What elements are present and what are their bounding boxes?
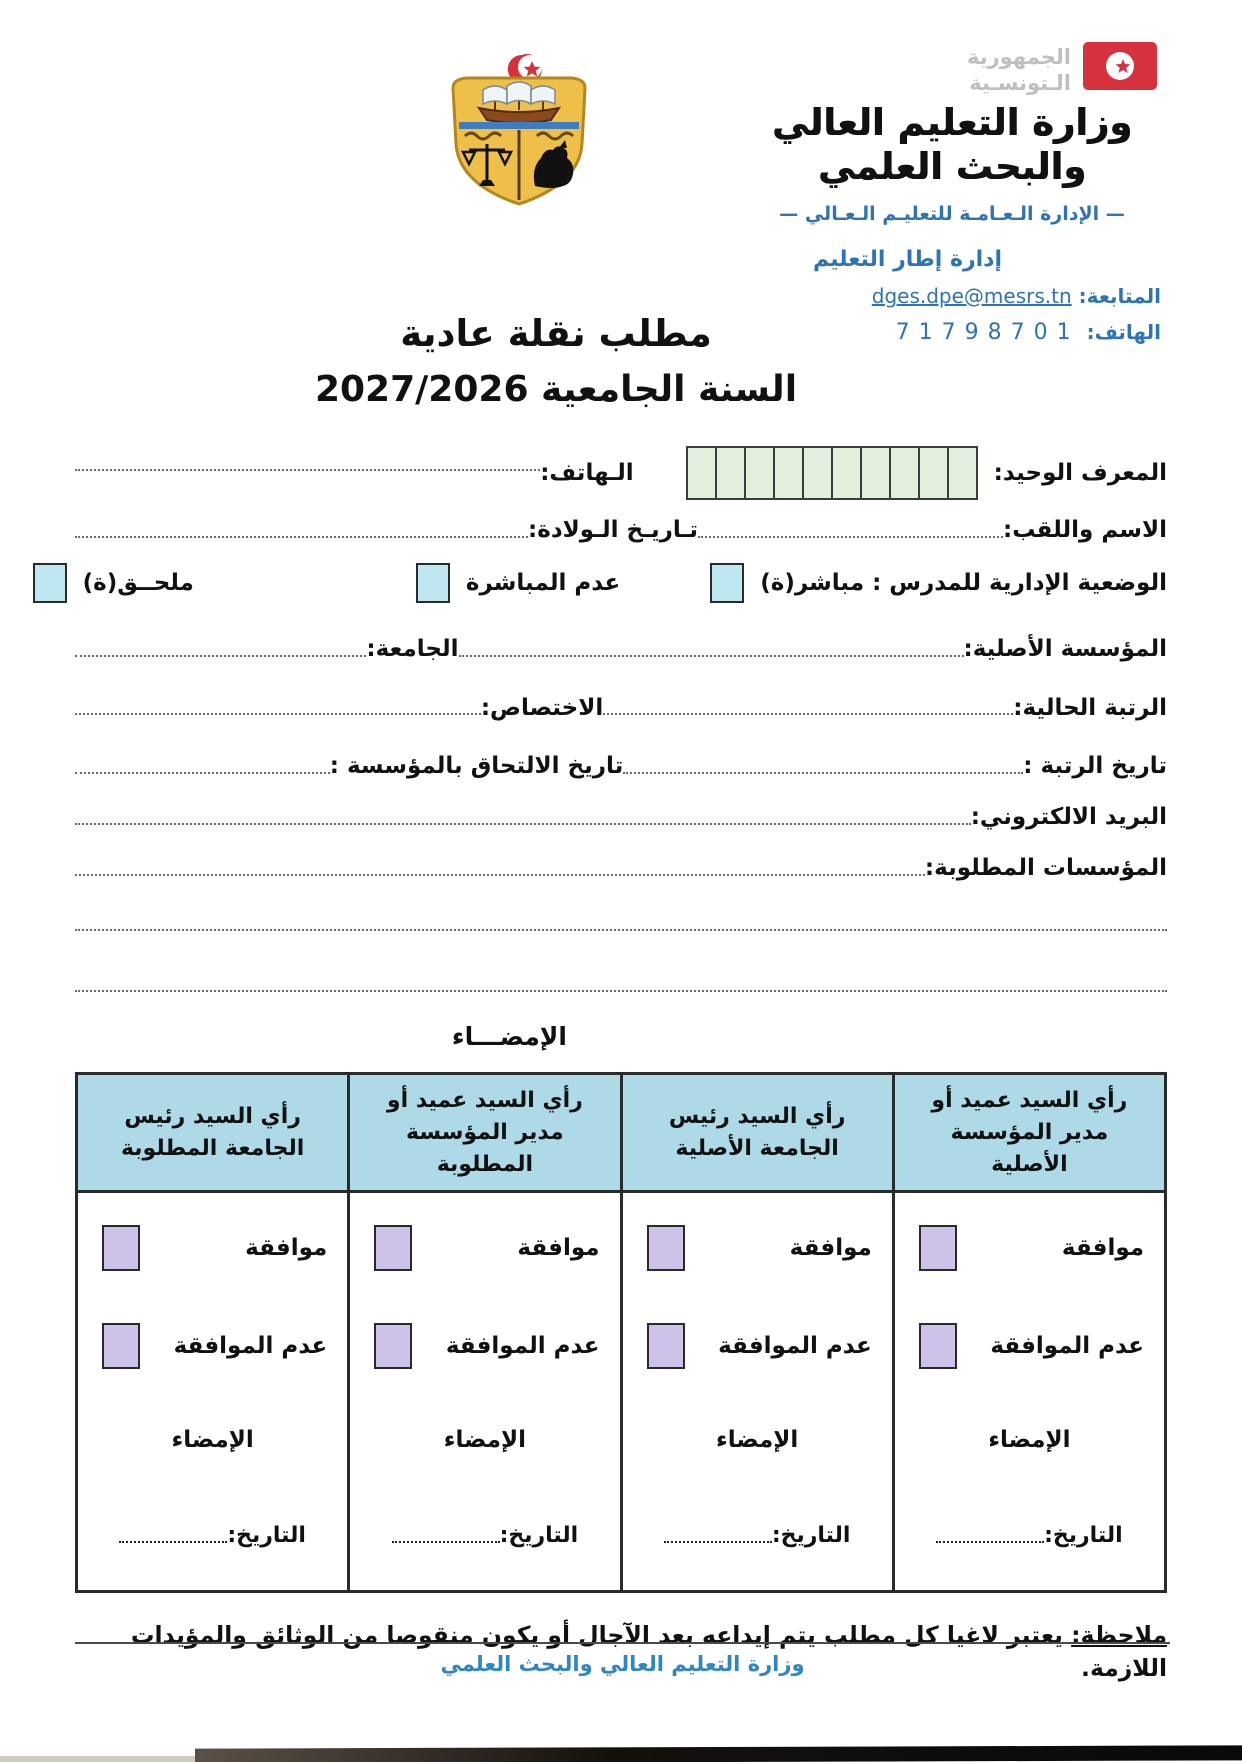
phone-line [737,320,1167,345]
original-institution-label: المؤسسة الأصلية: [963,635,1167,662]
cell-signature-label: الإمضاء [715,1427,799,1454]
name-field-line[interactable] [698,536,1003,538]
current-rank-field-line[interactable] [603,713,1013,715]
footer-ministry-name: وزارة التعليم العالي والبحث العلمي [440,1652,805,1676]
phone-field-label: الـهاتف: [540,459,634,486]
rank-date-label: تاريخ الرتبة : [1023,753,1167,780]
date-field-line[interactable] [936,1541,1044,1543]
checkbox-status-active[interactable] [710,563,744,603]
scan-edge-artifact [0,1756,200,1762]
date-label: التاريخ: [1044,1523,1123,1549]
opinions-table [75,1072,1167,1594]
requested-institutions-extra-line-2[interactable] [75,990,1167,992]
opinion-col-requested-university-head: رأي السيد رئيس الجامعة المطلوبة [77,1073,349,1192]
cell-signature-label: الإمضاء [171,1427,254,1454]
date-field-line[interactable] [664,1541,772,1543]
followup-label: المتابعة: [1078,284,1161,309]
tunisia-coat-of-arms-icon [435,52,603,216]
unique-id-cell[interactable] [773,446,804,500]
admin-status-label: الوضعية الإدارية للمدرس : مباشر(ة) [760,570,1167,597]
page-footer [75,1642,1170,1676]
applicant-form [75,446,1167,1052]
date-label: التاريخ: [771,1523,851,1549]
ministry-name-calligraphy: وزارة التعليم العالي والبحث العلمي [771,100,1133,188]
checkbox-reject[interactable] [374,1323,412,1369]
tunisia-flag-icon [1083,42,1157,94]
university-field-line[interactable] [75,655,366,657]
phone-number: 71798701 [895,320,1080,346]
phone-field-line[interactable] [75,469,540,471]
join-date-field-line[interactable] [75,772,330,774]
birth-date-field-line[interactable] [75,536,528,538]
reject-label: عدم الموافقة [445,1333,600,1360]
unique-id-cell[interactable] [744,446,775,500]
approve-label: موافقة [517,1235,600,1262]
cell-signature-label: الإمضاء [443,1427,527,1454]
checkbox-reject[interactable] [102,1323,140,1369]
reject-label: عدم الموافقة [990,1333,1144,1360]
opinion-cell-original-university [621,1192,893,1592]
opinion-cell-requested-university [77,1192,349,1592]
applicant-signature-label: الإمضـــاء [451,1021,567,1051]
date-label: التاريخ: [227,1523,306,1549]
name-label: الاسم واللقب: [1003,517,1167,543]
checkbox-approve[interactable] [919,1225,957,1271]
republic-name: الجمهورية الـتونسـية [966,45,1071,96]
opinion-cell-original-institution [893,1192,1165,1592]
followup-email-link[interactable]: dges.dpe@mesrs.tn [871,284,1072,309]
requested-institutions-field-line[interactable] [75,874,925,876]
status-inactive-label: عدم المباشرة [465,570,621,597]
specialty-field-line[interactable] [75,713,481,715]
unique-id-cell[interactable] [686,446,717,500]
checkbox-reject[interactable] [647,1323,685,1369]
checkbox-status-seconded[interactable] [33,563,67,603]
university-label: الجامعة: [366,635,459,662]
opinions-table-header-row [77,1073,1166,1192]
opinion-cell-requested-institution [349,1192,621,1592]
original-institution-field-line[interactable] [459,655,964,657]
requested-institutions-extra-line-1[interactable] [75,929,1167,931]
department-line: إدارة إطار التعليم [813,247,1002,273]
email-field-label: البريد الالكتروني: [970,804,1167,830]
unique-id-cell[interactable] [831,446,862,500]
checkbox-approve[interactable] [647,1225,685,1271]
reject-label: عدم الموافقة [173,1333,328,1360]
opinion-col-original-institution-head: رأي السيد عميد أو مدير المؤسسة الأصلية [893,1073,1165,1192]
approve-label: موافقة [789,1235,872,1262]
checkbox-status-inactive[interactable] [416,563,450,603]
join-date-label: تاريخ الالتحاق بالمؤسسة : [329,753,624,780]
approve-label: موافقة [245,1235,328,1262]
unique-id-cell[interactable] [889,446,920,500]
unique-id-cell[interactable] [802,446,833,500]
opinions-table-body-row [77,1192,1166,1592]
unique-id-cell[interactable] [860,446,891,500]
requested-institutions-label: المؤسسات المطلوبة: [924,854,1167,881]
unique-id-label: المعرف الوحيد: [993,459,1167,486]
email-field-line[interactable] [75,823,971,825]
rank-date-field-line[interactable] [623,772,1023,774]
form-title-line1: مطلب نقلة عادية [400,312,712,355]
status-seconded-label: ملحــق(ة) [82,570,194,597]
unique-id-cell[interactable] [947,446,978,500]
scan-edge-artifact [195,1745,1242,1762]
date-field-line[interactable] [119,1541,227,1543]
note-text: يعتبر لاغيا كل مطلب يتم إيداعه بعد الآجال أو يكون منقوصا من الوثائق والمؤيدات اللازمة. [130,1621,1167,1683]
date-field-line[interactable] [392,1541,500,1543]
checkbox-reject[interactable] [919,1323,957,1369]
note-label: ملاحظة: [1071,1621,1167,1650]
reject-label: عدم الموافقة [718,1333,872,1360]
approve-label: موافقة [1061,1235,1144,1262]
opinion-col-original-university-head: رأي السيد رئيس الجامعة الأصلية [621,1073,893,1192]
ministry-header-block [737,42,1167,345]
cell-signature-label: الإمضاء [988,1427,1071,1454]
specialty-label: الاختصاص: [480,694,604,721]
directorate-general-line: — الإدارة الـعـامـة للتعليـم الـعـالي — [779,203,1125,226]
checkbox-approve[interactable] [374,1225,412,1271]
date-label: التاريخ: [499,1523,579,1549]
followup-email-line [737,284,1167,308]
birth-date-label: تـاريـخ الـولادة: [528,517,699,543]
form-title-academic-year: السنة الجامعية 2027/2026 [314,369,798,410]
unique-id-grid[interactable] [686,446,978,500]
checkbox-approve[interactable] [102,1225,140,1271]
unique-id-cell[interactable] [715,446,746,500]
unique-id-cell[interactable] [918,446,949,500]
current-rank-label: الرتبة الحالية: [1013,694,1167,721]
opinion-col-requested-institution-head: رأي السيد عميد أو مدير المؤسسة المطلوبة [349,1073,621,1192]
phone-label: الهاتف: [1086,320,1161,345]
